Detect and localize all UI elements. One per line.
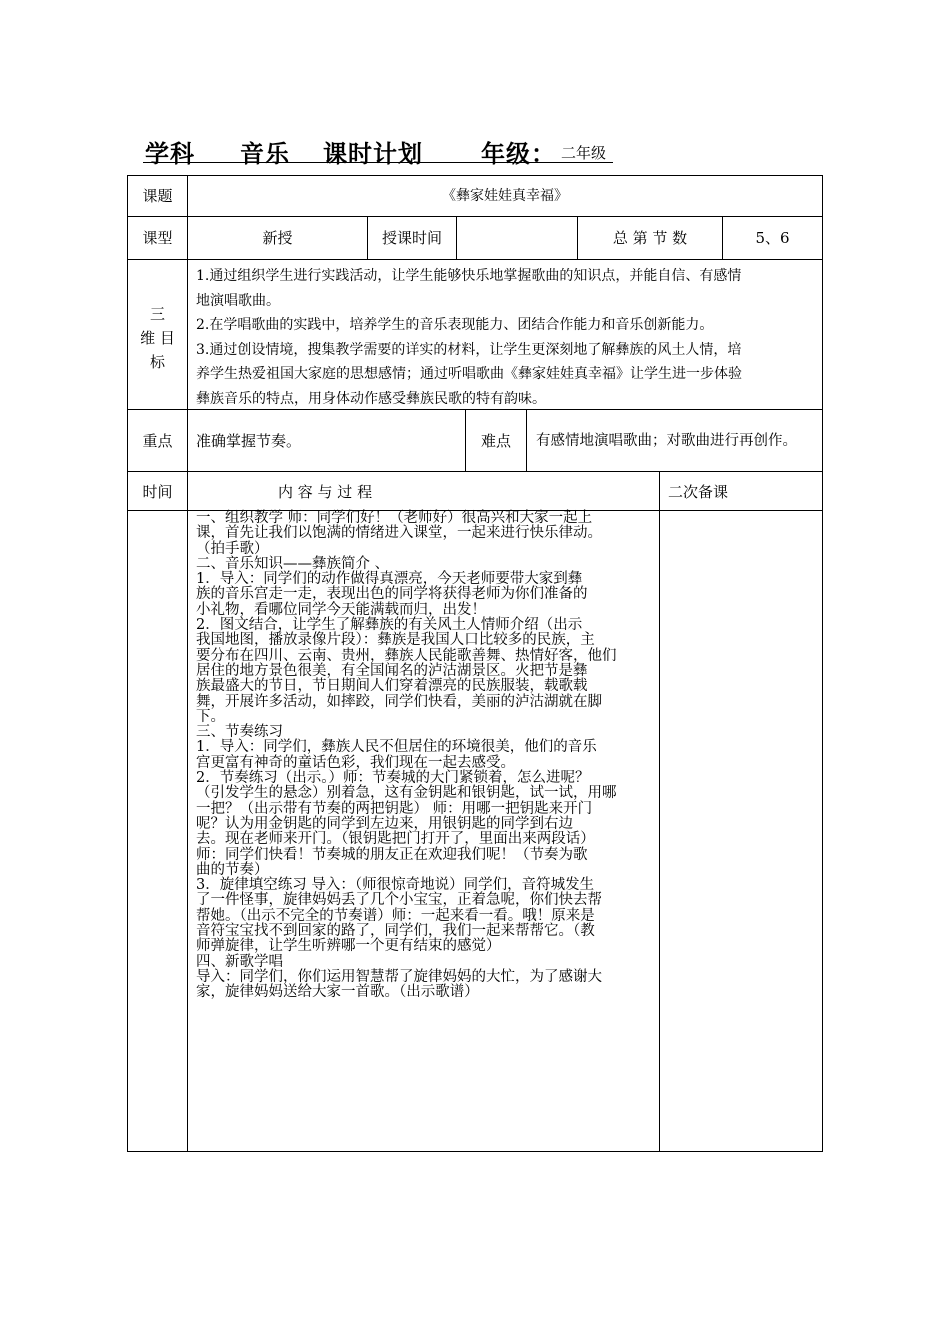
content-line: （拍手歌） [196, 540, 269, 557]
content-line: 小礼物，看哪位同学今天能满载而归，出发！ [196, 601, 486, 618]
difficulty-value: 有感情地演唱歌曲；对歌曲进行再创作。 [536, 433, 797, 449]
subject-value: 音乐 [240, 140, 290, 168]
plan-label: 课时计划 [323, 140, 423, 168]
content-line: 我国地图，播放录像片段）：彝族是我国人口比较多的民族，主 [196, 632, 595, 649]
key-point-label: 重点 [142, 432, 173, 450]
time-column-header: 时间 [142, 483, 173, 501]
content-line: 3．旋律填空练习 导入：（师很惊奇地说）同学们，音符城发生 [196, 877, 595, 894]
total-lessons-label: 总 第 节 数 [612, 229, 688, 247]
content-line: 呢？认为用金钥匙的同学到左边来，用银钥匙的同学到右边 [196, 815, 573, 832]
content-line: （引发学生的悬念）别着急，这有金钥匙和银钥匙，试一试，用哪 [196, 785, 617, 802]
row-divider [127, 216, 823, 217]
content-line: 音符宝宝找不到回家的路了，同学们，我们一起来帮帮它。（教 [196, 923, 595, 940]
content-line: 舞，开展许多活动，如摔跤，同学们快看，美丽的泸沽湖就在脚 [196, 693, 602, 710]
content-line: 1．导入：同学们的动作做得真漂亮，今天老师要带大家到彝 [196, 571, 583, 588]
content-line: 导入：同学们，你们运用智慧帮了旋律妈妈的大忙，为了感谢大 [196, 968, 602, 985]
grade-value: 二年级 [561, 144, 607, 162]
content-line: 曲的节奏） [196, 861, 269, 878]
column-divider [526, 409, 527, 471]
content-line: 族最盛大的节日，节日期间人们穿着漂亮的民族服装，载歌载 [196, 678, 588, 695]
grade-label: 年级： [481, 140, 556, 168]
content-line: 2．图文结合，让学生了解彝族的有关风土人情师介绍（出示 [196, 617, 583, 634]
content-line: 1．导入：同学们，彝族人民不但居住的环境很美，他们的音乐 [196, 739, 597, 756]
column-divider [659, 471, 660, 1152]
content-line: 帮她。（出示不完全的节奏谱）师：一起来看一看。哦！原来是 [196, 907, 595, 924]
content-line: 族的音乐宫走一走，表现出色的同学将获得老师为你们准备的 [196, 586, 588, 603]
content-line: 了一件怪事，旋律妈妈丢了几个小宝宝，正着急呢，你们快去帮 [196, 892, 602, 909]
content-line: 家，旋律妈妈送给大家一首歌。（出示歌谱） [196, 984, 479, 1001]
goals-label: 三 维 目 标 [140, 305, 175, 371]
content-line: 师：同学们快看！节奏城的朋友正在欢迎我们呢！（节奏为歌 [196, 846, 588, 863]
content-line: 师弹旋律，让学生听辨哪一个更有结束的感觉） [196, 938, 501, 955]
key-point-value: 准确掌握节奏。 [196, 432, 302, 450]
difficulty-label: 难点 [480, 432, 511, 450]
type-value: 新授 [262, 229, 293, 247]
content-line: 二、音乐知识——彝族简介 、 [196, 555, 390, 572]
content-line: 2．节奏练习（出示。）师：节奏城的大门紧锁着，怎么进呢？ [196, 770, 590, 787]
time-label: 授课时间 [381, 229, 442, 247]
content-column-header: 内 容 与 过 程 [278, 483, 373, 501]
content-line: 下。 [196, 708, 225, 725]
table-border-right [822, 175, 823, 1152]
content-line: 四、新歌学唱 [196, 953, 283, 970]
row-divider [127, 259, 823, 260]
content-line: 居住的地方景色很美，有全国闻名的泸沽湖景区。火把节是彝 [196, 662, 588, 679]
content-line: 一把？（出示带有节奏的两把钥匙） 师：用哪一把钥匙来开门 [196, 800, 593, 817]
type-label: 课型 [142, 229, 173, 247]
goals-text: 1.通过组织学生进行实践活动，让学生能够快乐地掌握歌曲的知识点，并能自信、有感情 地演唱歌曲。 2.在学唱歌曲的实践中，培养学生的音乐表现能力、团结合作能力和音乐创新能力。 3.通过创设情境，搜集教学需要的详实的材料，让学生更深刻地了解彝族的风土人情，培 养学生热爱祖国大家庭的思想感情；通过听唱歌曲《彝家娃娃真幸福》让学生进一步体验 彝族音乐的特点，用身体动作感受彝族民歌的特有韵味。 [196, 268, 742, 407]
total-lessons-value: 5、6 [755, 229, 790, 247]
table-border-bottom [127, 1151, 823, 1152]
content-line: 宫更富有神奇的童话色彩，我们现在一起去感受。 [196, 754, 515, 771]
lesson-process-text [196, 511, 656, 1001]
content-line: 课，首先让我们以饱满的情绪进入课堂，一起来进行快乐律动。 [196, 525, 602, 542]
subject-label: 学科 [145, 140, 195, 168]
column-divider [456, 216, 457, 259]
content-line: 三、节奏练习 [196, 724, 283, 741]
content-line: 要分布在四川、云南、贵州，彝族人民能歌善舞、热情好客，他们 [196, 647, 617, 664]
row-divider [127, 471, 823, 472]
content-line: 去。现在老师来开门。（银钥匙把门打开了，里面出来两段话） [196, 831, 595, 848]
topic-label: 课题 [142, 187, 173, 205]
topic-value: 《彝家娃娃真幸福》 [442, 188, 568, 204]
table-border-top [127, 175, 823, 176]
content-line: 一、组织教学 师：同学们好！（老师好）很高兴和大家一起上 [196, 510, 593, 526]
column-divider [187, 175, 188, 1152]
backup-column-header: 二次备课 [668, 483, 729, 501]
